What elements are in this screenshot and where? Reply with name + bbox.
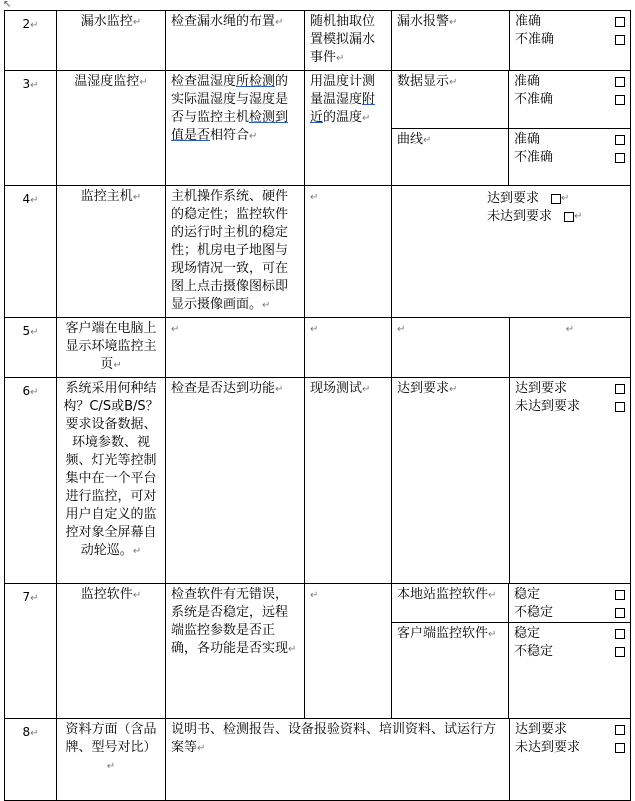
standard: 本地站监控软件 bbox=[397, 587, 489, 602]
option-label: 达到要求 bbox=[515, 381, 568, 396]
return-mark-icon: ↵ bbox=[565, 324, 575, 335]
standard: 达到要求 bbox=[397, 381, 450, 396]
sub-row bbox=[392, 584, 630, 622]
option-row bbox=[515, 13, 625, 31]
acceptance-table bbox=[4, 10, 631, 801]
return-mark-icon: ↵ bbox=[132, 17, 142, 28]
underlined-text: 附近 bbox=[310, 92, 376, 125]
option-row bbox=[514, 149, 625, 167]
checkbox[interactable] bbox=[615, 35, 625, 45]
return-mark-icon: ↵ bbox=[113, 360, 122, 371]
checkbox[interactable] bbox=[615, 384, 625, 394]
return-mark-icon: ↵ bbox=[171, 324, 180, 335]
return-mark-icon: ↵ bbox=[449, 77, 458, 88]
table-row bbox=[5, 318, 631, 378]
return-mark-icon: ↵ bbox=[30, 387, 39, 398]
option-row bbox=[514, 73, 625, 91]
row-number: 2 bbox=[22, 17, 31, 31]
return-mark-icon: ↵ bbox=[288, 644, 297, 655]
return-mark-icon: ↵ bbox=[30, 20, 39, 31]
row-number: 6 bbox=[22, 384, 31, 398]
item-name: 系统采用何种结构？C/S或B/S？要求设备数据、环境参数、视频、灯光等控制集中在一个平台进行监控，可对用户自定义的监控对象全屏幕自动轮巡。 bbox=[63, 381, 159, 558]
table-row bbox=[5, 584, 631, 719]
return-mark-icon: ↵ bbox=[488, 629, 497, 640]
item-name: 监控主机 bbox=[80, 189, 133, 204]
check-content: 说明书、检测报告、设备报验资料、培训资料、试运行方案等 bbox=[171, 722, 497, 755]
row-number: 8 bbox=[22, 725, 31, 739]
checkbox[interactable] bbox=[615, 77, 625, 87]
return-mark-icon: ↵ bbox=[561, 193, 570, 204]
item-name: 漏水监控 bbox=[80, 14, 133, 29]
option-label: 不稳定 bbox=[514, 605, 554, 620]
return-mark-icon: ↵ bbox=[336, 53, 345, 64]
option-row bbox=[514, 586, 625, 604]
text-segment: 的温度 bbox=[323, 110, 363, 125]
item-name: 客户端在电脑上显示环境监控主页 bbox=[65, 321, 157, 372]
return-mark-icon: ↵ bbox=[106, 761, 116, 772]
checkbox[interactable] bbox=[615, 629, 625, 639]
return-mark-icon: ↵ bbox=[275, 17, 284, 28]
option-label: 未达到要求 bbox=[515, 740, 581, 755]
underlined-text: 检测到值是否 bbox=[171, 110, 289, 143]
checkbox[interactable] bbox=[615, 743, 625, 753]
option-row bbox=[487, 208, 625, 226]
checkbox[interactable] bbox=[615, 590, 625, 600]
item-name: 监控软件 bbox=[80, 587, 133, 602]
return-mark-icon: ↵ bbox=[132, 546, 142, 557]
return-mark-icon: ↵ bbox=[397, 324, 406, 335]
option-row bbox=[487, 190, 625, 208]
option-row bbox=[515, 380, 625, 398]
option-label: 不准确 bbox=[515, 32, 555, 47]
option-row bbox=[515, 398, 625, 416]
test-method: 随机抽取位置模拟漏水事件 bbox=[310, 14, 376, 65]
sub-row bbox=[392, 71, 630, 128]
return-mark-icon: ↵ bbox=[30, 195, 39, 206]
option-row bbox=[515, 739, 625, 757]
underlined-text: 所检测 bbox=[236, 74, 276, 89]
return-mark-icon: ↵ bbox=[262, 300, 271, 311]
checkbox[interactable] bbox=[551, 194, 561, 204]
checkbox[interactable] bbox=[615, 402, 625, 412]
option-label: 准确 bbox=[514, 74, 541, 89]
table-row bbox=[5, 71, 631, 186]
standard: 漏水报警 bbox=[397, 14, 450, 29]
return-mark-icon: ↵ bbox=[139, 77, 148, 88]
checkbox[interactable] bbox=[615, 95, 625, 105]
option-label: 不准确 bbox=[514, 92, 554, 107]
item-name: 温湿度监控 bbox=[74, 74, 140, 89]
option-row bbox=[514, 643, 625, 661]
option-label: 未达到要求 bbox=[487, 209, 553, 224]
option-row bbox=[515, 31, 625, 49]
check-content: 主机操作系统、硬件的稳定性；监控软件的运行时主机的稳定性；机房电子地图与现场情况一致，可在图上点击摄像图标即显示摄像画面。 bbox=[171, 189, 289, 312]
return-mark-icon: ↵ bbox=[310, 590, 319, 601]
standard: 数据显示 bbox=[397, 74, 450, 89]
table-row bbox=[5, 378, 631, 584]
return-mark-icon: ↵ bbox=[197, 743, 206, 754]
return-mark-icon: ↵ bbox=[362, 384, 371, 395]
return-mark-icon: ↵ bbox=[310, 192, 319, 203]
option-label: 达到要求 bbox=[515, 722, 568, 737]
return-mark-icon: ↵ bbox=[275, 384, 284, 395]
check-content: 检查软件有无错误，系统是否稳定，远程端监控参数是否正确，各功能是否实现 bbox=[171, 587, 289, 656]
return-mark-icon: ↵ bbox=[30, 80, 39, 91]
row-number: 3 bbox=[22, 77, 31, 91]
return-mark-icon: ↵ bbox=[132, 192, 142, 203]
option-row bbox=[514, 604, 625, 622]
text-segment: 相符合 bbox=[210, 128, 250, 143]
option-label: 准确 bbox=[515, 14, 542, 29]
table-row bbox=[5, 11, 631, 71]
option-label: 稳定 bbox=[514, 626, 541, 641]
test-method: 现场测试 bbox=[310, 381, 363, 396]
return-mark-icon: ↵ bbox=[30, 593, 39, 604]
row-number: 4 bbox=[22, 192, 31, 206]
return-mark-icon: ↵ bbox=[310, 324, 319, 335]
checkbox[interactable] bbox=[615, 725, 625, 735]
checkbox[interactable] bbox=[615, 647, 625, 657]
check-content bbox=[166, 71, 305, 186]
table-row bbox=[5, 719, 631, 801]
checkbox[interactable] bbox=[615, 17, 625, 27]
option-label: 未达到要求 bbox=[515, 399, 581, 414]
return-mark-icon: ↵ bbox=[423, 135, 432, 146]
return-mark-icon: ↵ bbox=[30, 728, 39, 739]
option-row bbox=[514, 91, 625, 109]
return-mark-icon: ↵ bbox=[488, 590, 497, 601]
test-method bbox=[305, 71, 392, 186]
checkbox[interactable] bbox=[615, 135, 625, 145]
sub-row bbox=[392, 622, 630, 718]
checkbox[interactable] bbox=[564, 212, 574, 222]
item-name: 资料方面（含品牌、型号对比） bbox=[65, 722, 157, 755]
row-number: 7 bbox=[22, 590, 31, 604]
check-content: 检查漏水绳的布置 bbox=[171, 14, 276, 29]
option-label: 达到要求 bbox=[487, 191, 540, 206]
return-mark-icon: ↵ bbox=[362, 113, 371, 124]
row-number: 5 bbox=[22, 324, 31, 338]
return-mark-icon: ↵ bbox=[449, 384, 458, 395]
option-label: 不稳定 bbox=[514, 644, 554, 659]
sub-row bbox=[392, 128, 630, 185]
standard: 曲线 bbox=[397, 132, 424, 147]
corner-mark-icon: ↖ bbox=[3, 0, 12, 10]
option-label: 准确 bbox=[514, 132, 541, 147]
table-row bbox=[5, 186, 631, 318]
checkbox[interactable] bbox=[615, 608, 625, 618]
return-mark-icon: ↵ bbox=[249, 131, 258, 142]
return-mark-icon: ↵ bbox=[132, 590, 142, 601]
text-segment: 检查温湿度 bbox=[171, 74, 237, 89]
check-content: 检查是否达到功能 bbox=[171, 381, 276, 396]
text-segment: 的实际温湿度与湿度是否与监控主机 bbox=[171, 74, 289, 125]
option-row bbox=[514, 625, 625, 643]
option-row bbox=[515, 721, 625, 739]
option-row bbox=[514, 131, 625, 149]
return-mark-icon: ↵ bbox=[449, 17, 458, 28]
text-segment: 用温度计测量温湿度 bbox=[310, 74, 376, 107]
standard: 客户端监控软件 bbox=[397, 626, 489, 641]
checkbox[interactable] bbox=[615, 153, 625, 163]
option-label: 不准确 bbox=[514, 150, 554, 165]
option-label: 稳定 bbox=[514, 587, 541, 602]
return-mark-icon: ↵ bbox=[574, 211, 583, 222]
return-mark-icon: ↵ bbox=[30, 327, 39, 338]
